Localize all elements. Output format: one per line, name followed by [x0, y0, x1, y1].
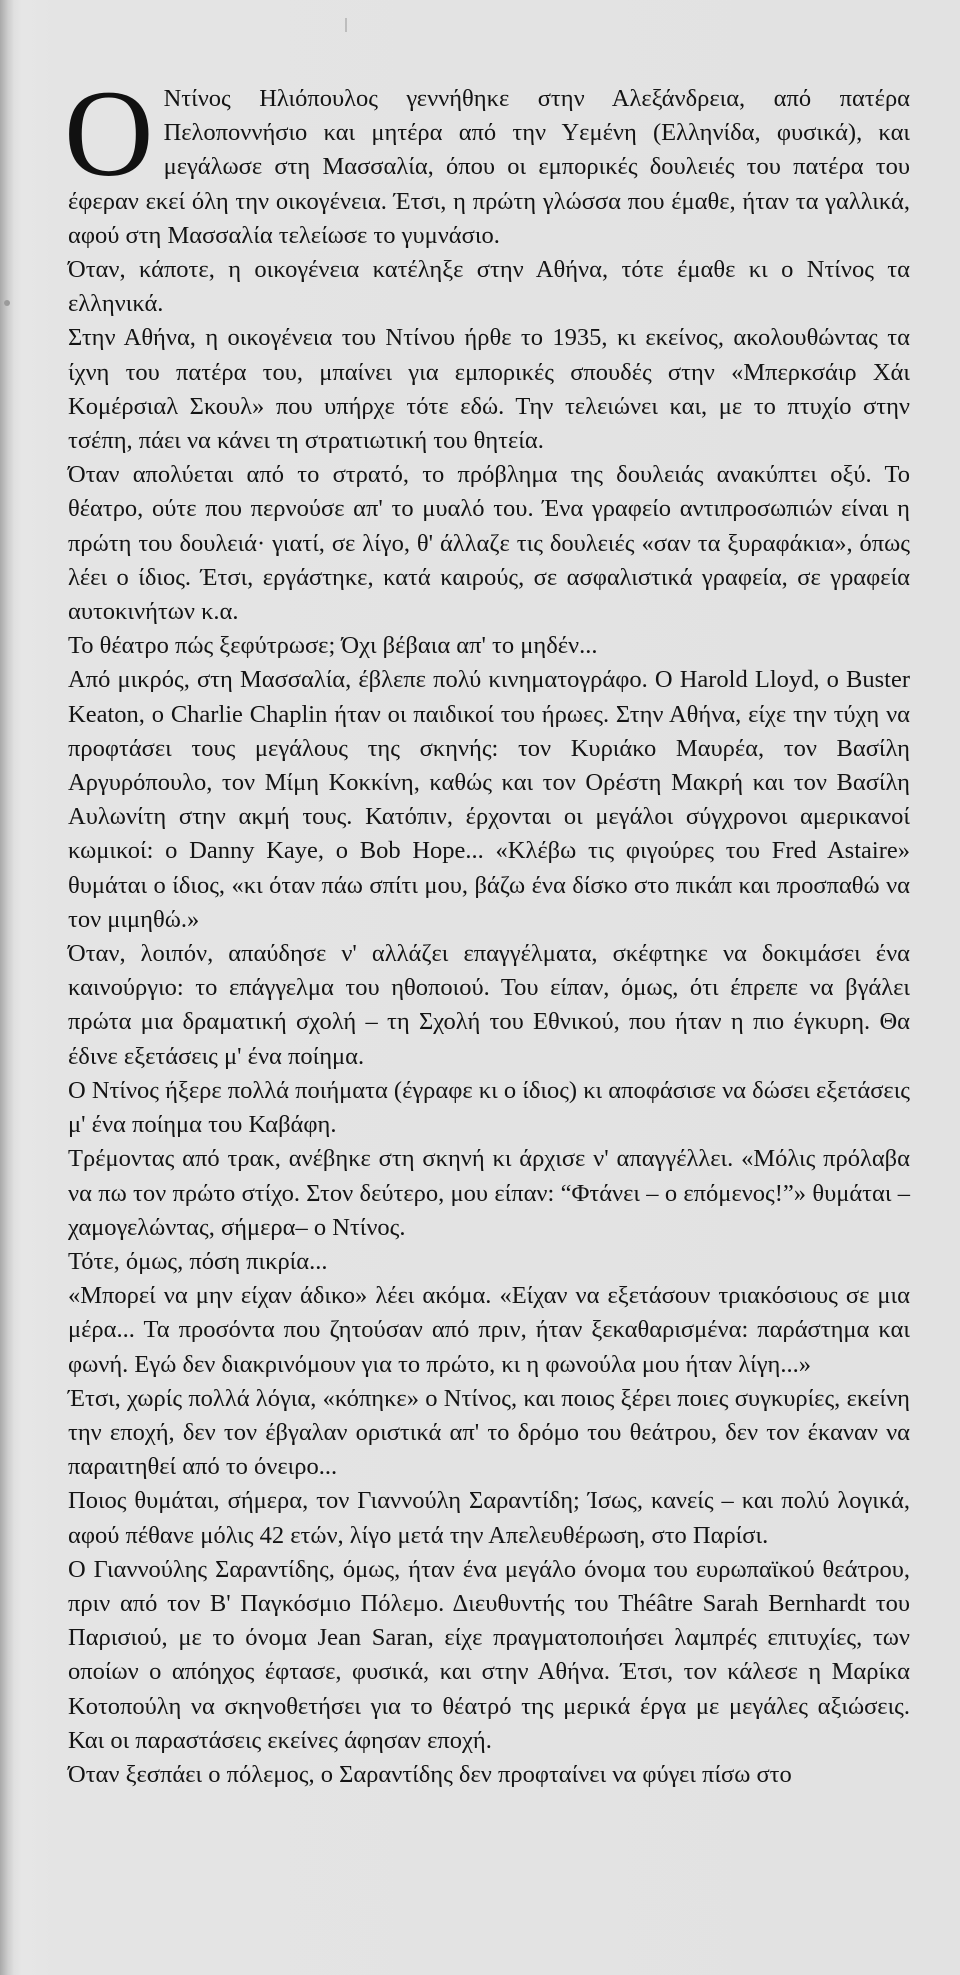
paragraph-12: Έτσι, χωρίς πολλά λόγια, «κόπηκε» ο Ντίνος, και ποιος ξέρει ποιες συγκυρίες, εκείνη την εποχή, δεν τον έβγαλαν οριστικά απ' το δρόμο του θεάτρου, δεν τον έκαναν να παραιτηθεί από το όνειρο... — [68, 1384, 910, 1481]
article-body — [64, 65, 910, 1792]
paragraph-5: Το θέατρο πώς ξεφύτρωσε; Όχι βέβαια απ' το μηδέν... — [68, 632, 598, 660]
paragraph-6: Από μικρός, στη Μασσαλία, έβλεπε πολύ κινηματογράφο. Ο Harold Lloyd, ο Buster Keaton, ο Charlie Chaplin ήταν οι παιδικοί του ήρωες. Στην Αθήνα, είχε την τύχη να προφτάσει τους μεγάλους της σκηνής: τον Κυριάκο Μαυρέα, τον Βασίλη Αργυρόπουλο, τον Μίμη Κοκκίνη, καθώς και τον Ορέστη Μακρή και τον Βασίλη Αυλωνίτη στην ακμή τους. Κατόπιν, έρχονται οι μεγάλοι σύγχρονοι αμερικανοί κωμικοί: ο Danny Kaye, ο Bob Hope... «Κλέβω τις φιγούρες του Fred Astaire» θυμάται ο ίδιος, «κι όταν πάω σπίτι μου, βάζω ένα δίσκο στο πικάπ και προσπαθώ να τον μιμηθώ.» — [68, 666, 910, 933]
paragraph-13: Ποιος θυμάται, σήμερα, τον Γιαννούλη Σαραντίδη; Ίσως, κανείς – και πολύ λογικά, αφού πέθανε μόλις 42 ετών, λίγο μετά την Απελευθέρωση, στο Παρίσι. — [68, 1487, 910, 1549]
fold-mark — [345, 18, 347, 32]
scan-speck — [4, 300, 10, 306]
binding-shadow — [0, 0, 14, 1975]
paragraph-3: Στην Αθήνα, η οικογένεια του Ντίνου ήρθε το 1935, κι εκείνος, ακολουθώντας τα ίχνη του πατέρα του, μπαίνει για εμπορικές σπουδές στην «Μπερκσάιρ Χάι Κομέρσιαλ Σκουλ» που υπήρχε τότε εδώ. Την τελειώνει και, με το πτυχίο στην τσέπη, πάει να κάνει τη στρατιωτική του θητεία. — [68, 324, 910, 455]
paragraph-15: Όταν ξεσπάει ο πόλεμος, ο Σαραντίδης δεν προφταίνει να φύγει πίσω στο — [68, 1760, 792, 1788]
paragraph-10: Τότε, όμως, πόση πικρία... — [68, 1247, 328, 1275]
paragraph-7: Όταν, λοιπόν, απαύδησε ν' αλλάζει επαγγέλματα, σκέφτηκε να δοκιμάσει ένα καινούργιο: το επάγγελμα του ηθοποιού. Του είπαν, όμως, ότι έπρεπε να βγάλει πρώτα μια δραματική σχολή – τη Σχολή του Εθνικού, που ήταν η πιο έγκυρη. Θα έδινε εξετάσεις μ' ένα ποίημα. — [68, 940, 910, 1070]
paragraph-4: Όταν απολύεται από το στρατό, το πρόβλημα της δουλειάς ανακύπτει οξύ. Το θέατρο, ούτε που περνούσε απ' το μυαλό του. Ένα γραφείο αντιπροσωπιών είναι η πρώτη του δουλειά· γιατί, σε λίγο, θ' άλλαζε τις δουλειές «σαν τα ξυραφάκια», όπως λέει ο ίδιος. Έτσι, εργάστηκε, κατά καιρούς, σε ασφαλιστικά γραφεία, σε γραφεία αυτοκινήτων κ.α. — [68, 461, 910, 626]
paragraph-1-text: Ντίνος Ηλιόπουλος γεννήθηκε στην Αλεξάνδρεια, από πατέρα Πελοποννήσιο και μητέρα από την Υεμένη (Ελληνίδα, φυσικά), και μεγάλωσε στη Μασσαλία, όπου οι εμπορικές δουλειές του πατέρα του έφεραν εκεί όλη την οικογένεια. Έτσι, η πρώτη γλώσσα που έμαθε, ήταν τα γαλλικά, αφού στη Μασσαλία τελείωσε το γυμνάσιο. — [68, 85, 910, 249]
paragraph-11: «Μπορεί να μην είχαν άδικο» λέει ακόμα. «Είχαν να εξετάσουν τριακόσιους σε μια μέρα... Τα προσόντα που ζητούσαν από πριν, ήταν ξεκαθαρισμένα: παράστημα και φωνή. Εγώ δεν διακρινόμουν για το πρώτο, κι η φωνούλα μου ήταν λίγη...» — [68, 1282, 910, 1378]
paragraph-14: Ο Γιαννούλης Σαραντίδης, όμως, ήταν ένα μεγάλο όνομα του ευρωπαϊκού θεάτρου, πριν από τον Β' Παγκόσμιο Πόλεμο. Διευθυντής του Théâtre Sarah Bernhardt του Παρισιού, με το όνομα Jean Saran, είχε πραγματοποιήσει λαμπρές επιτυχίες, των οποίων ο απόηχος έφτασε, φυσικά, και στην Αθήνα. Έτσι, τον κάλεσε η Μαρίκα Κοτοπούλη να σκηνοθετήσει για το θέατρό της μερικά έργα με μεγάλες αξιώσεις. Και οι παραστάσεις εκείνες άφησαν εποχή. — [68, 1555, 910, 1754]
paragraph-8: Ο Ντίνος ήξερε πολλά ποιήματα (έγραφε κι ο ίδιος) κι αποφάσισε να δώσει εξετάσεις μ' ένα ποίημα του Καβάφη. — [68, 1076, 910, 1139]
paragraph-1 — [64, 65, 910, 253]
paragraph-2: Όταν, κάποτε, η οικογένεια κατέληξε στην Αθήνα, τότε έμαθε κι ο Ντίνος τα ελληνικά. — [68, 256, 910, 318]
paragraph-9: Τρέμοντας από τρακ, ανέβηκε στη σκηνή κι άρχισε ν' απαγγέλλει. «Μόλις πρόλαβα να πω τον πρώτο στίχο. Στον δεύτερο, μου είπαν: “Φτάνει – ο επόμενος!”» θυμάται –χαμογελώντας, σήμερα– ο Ντίνος. — [68, 1145, 910, 1241]
drop-cap: Ο — [64, 65, 154, 202]
